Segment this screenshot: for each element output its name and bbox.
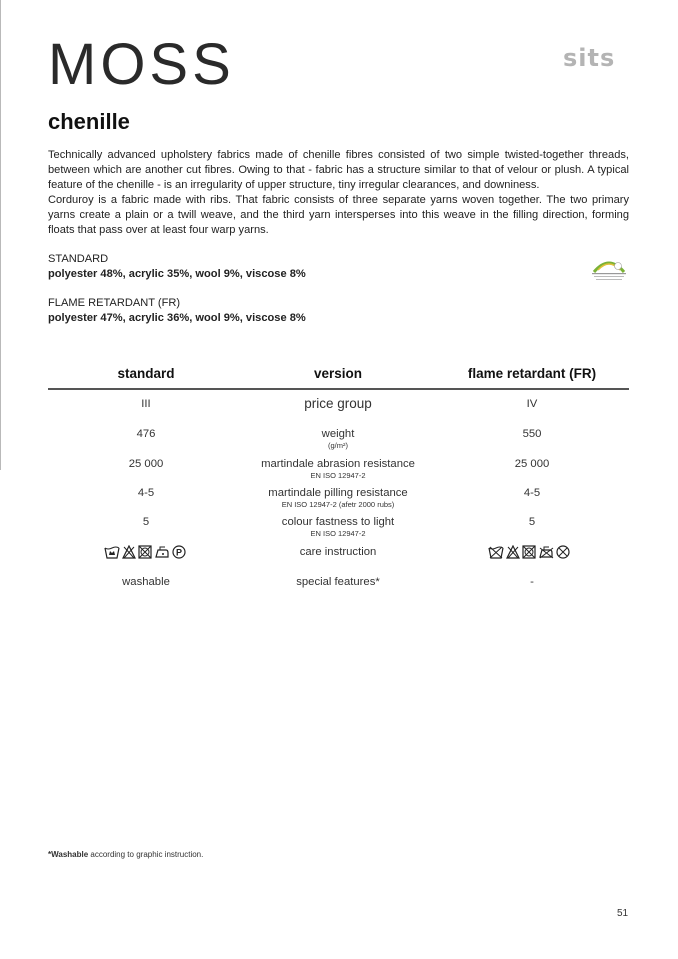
table-row-fr: 25 000 [514, 458, 550, 470]
table-row-fr: 4-5 [523, 487, 541, 499]
description-paragraph-1: Technically advanced upholstery fabrics made of chenille fibres consisted of two simple twisted-together threads, between which are another cut fibres. Owing to that - fabric has a structure similar to that of velour or plush. A typical feature of the chenille - is an irregularity of upper structure, tiny irregular clearances, and downiness. [48, 149, 629, 191]
table-row-standard: 4-5 [137, 487, 155, 499]
table-row-standard: 25 000 [128, 458, 164, 470]
iron-low-icon [154, 545, 170, 559]
table-row-label [238, 458, 438, 480]
no-bleach-icon [506, 545, 520, 559]
table-row-label [238, 396, 438, 411]
svg-text:P: P [175, 547, 183, 558]
composition-fr [48, 296, 306, 326]
dry-clean-p-icon [172, 545, 186, 559]
composition-standard-value: polyester 48%, acrylic 35%, wool 9%, viscose 8% [48, 268, 306, 280]
header-standard: standard [117, 366, 175, 381]
no-wash-icon [488, 545, 504, 559]
row-label-sub: EN ISO 12947-2 [310, 529, 366, 538]
product-type: chenille [48, 109, 130, 134]
table-row-fr: 550 [522, 428, 542, 440]
table-row-label [238, 487, 438, 509]
composition-standard [48, 252, 306, 282]
header-version: version [313, 366, 363, 381]
table-row-fr: 5 [528, 516, 536, 528]
table-row-label [238, 576, 438, 588]
hand-wash-icon [104, 545, 120, 559]
page-edge-line [0, 0, 1, 470]
composition-standard-label: STANDARD [48, 253, 109, 265]
no-dry-clean-icon [556, 545, 570, 559]
product-name: MOSS [48, 32, 235, 97]
row-label-text: colour fastness to light [281, 516, 395, 528]
oeko-tex-certificate-icon [588, 256, 630, 282]
row-label-sub: EN ISO 12947-2 [310, 471, 366, 480]
row-label-text: special features* [296, 576, 380, 588]
composition-fr-value: polyester 47%, acrylic 36%, wool 9%, viscose 8% [48, 312, 306, 324]
brand-logo: sits [563, 44, 616, 72]
table-header-line [48, 388, 629, 390]
footnote-bold: *Washable [48, 850, 89, 859]
care-icons-standard [104, 545, 186, 559]
row-label-text: care instruction [299, 546, 377, 558]
no-bleach-icon [122, 545, 136, 559]
table-row-standard: washable [122, 576, 170, 588]
table-row-fr: IV [526, 398, 538, 410]
description-paragraph-2: Corduroy is a fabric made with ribs. That fabric consists of three separate yarns woven together. The two primary yarns create a plain or a twill weave, and the third yarn intersperses into this weave in the filling direction, forming floats that pass over at least four warp yarns. [48, 194, 629, 236]
row-label-sub: EN ISO 12947-2 (afetr 2000 rubs) [281, 500, 395, 509]
table-row-label [238, 516, 438, 538]
table-row-standard: 5 [142, 516, 150, 528]
table-row-label [238, 428, 438, 450]
row-label-text: price group [304, 396, 372, 411]
no-tumble-dry-icon [522, 545, 536, 559]
table-row-fr: - [530, 576, 534, 588]
row-label-text: weight [321, 428, 355, 440]
row-label-sub: (g/m²) [328, 441, 348, 450]
table-row-label [238, 546, 438, 558]
footnote [48, 850, 203, 859]
page-number: 51 [617, 908, 629, 919]
table-row-standard: III [141, 398, 151, 410]
row-label-text: martindale pilling resistance [268, 487, 408, 499]
row-label-text: martindale abrasion resistance [261, 458, 415, 470]
no-iron-icon [538, 545, 554, 559]
header-fr: flame retardant (FR) [467, 366, 597, 381]
no-tumble-dry-icon [138, 545, 152, 559]
table-row-standard: 476 [136, 428, 156, 440]
footnote-text: according to graphic instruction. [88, 850, 204, 859]
care-icons-fr [488, 545, 570, 559]
composition-fr-label: FLAME RETARDANT (FR) [48, 297, 181, 309]
description [48, 148, 629, 238]
